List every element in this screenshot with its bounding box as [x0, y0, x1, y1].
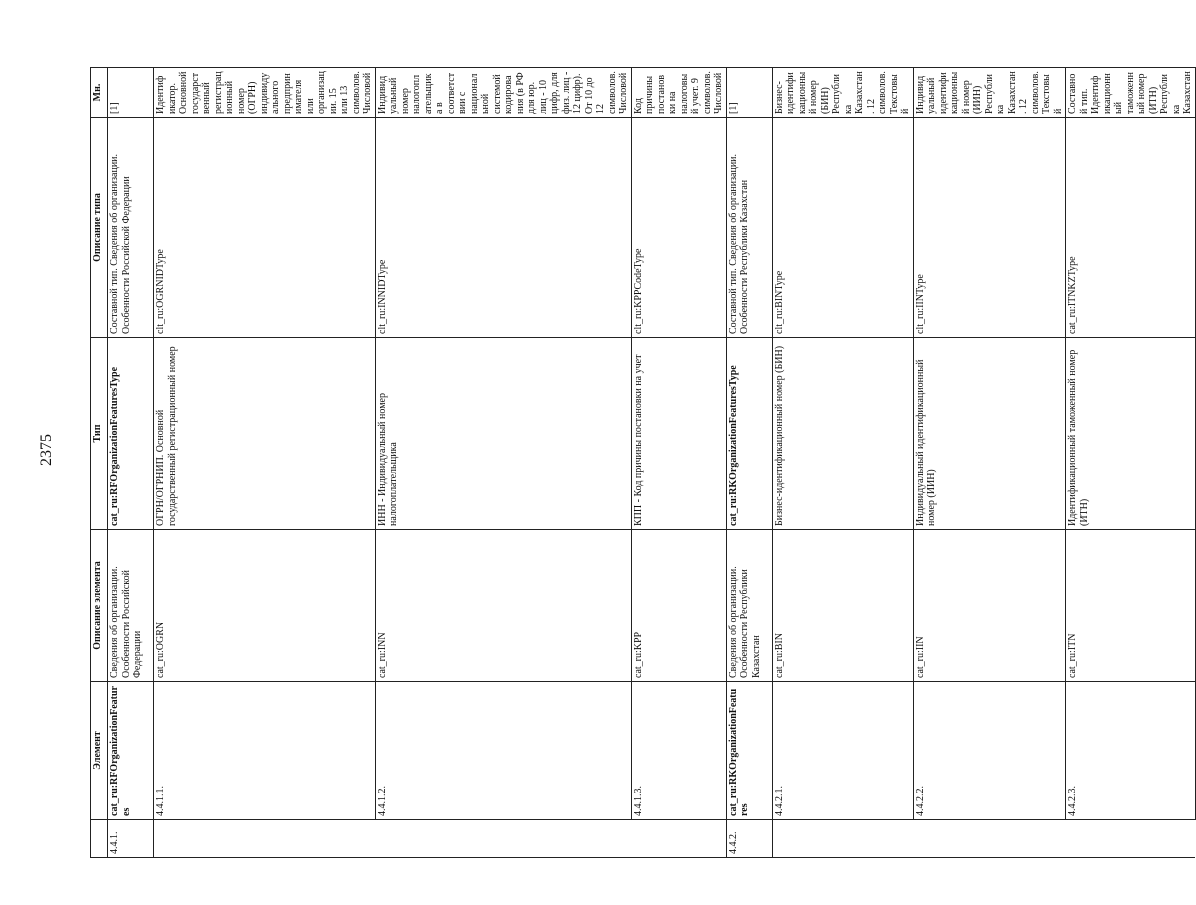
- table-row: [108, 68, 154, 858]
- table-row: [726, 68, 772, 858]
- row-type-description: Код причины постановки на налоговый учет. 9 символов. Числовой: [631, 68, 726, 118]
- row-element-description: Бизнес-идентификационный номер (БИН): [772, 338, 913, 530]
- row-type-description: Составной тип. Сведения об организации. Особенности Российской Федерации: [108, 118, 154, 338]
- row-type-description: Индивидуальный номер налогоплательщика в соответствии с национальной системой кодирования (в РФ для юр. лиц - 10 цифр, для физ. лиц - 12 цифр). От 10 до 12 символов. Числовой: [375, 68, 631, 118]
- row-element-description: Сведения об организации. Особенности Российской Федерации: [108, 530, 154, 682]
- row-element: cat_ru:KPP: [631, 530, 726, 682]
- row-element-description: Сведения об организации. Особенности Республики Казахстан: [726, 530, 772, 682]
- row-element-description: Индивидуальный идентификационный номер (ИИН): [913, 338, 1066, 530]
- header-number: [91, 820, 108, 858]
- row-element-description: КПП - Код причины постановки на учет: [631, 338, 726, 530]
- row-type: clt_ru:KPPCodeType: [631, 118, 726, 338]
- row-number: 4.4.2.1.: [772, 682, 913, 820]
- row-type: cat_ru:RFOrganizationFeaturesType: [108, 338, 154, 530]
- row-type-description: Идентификатор. Основной государственный регистрационный номер (ОГРН) индивидуального предпринимателя или организации. 15 или 13 символов. Числовой: [154, 68, 376, 118]
- row-type-description: Бизнес-идентификационный номер (БИН) Республика Казахстан. 12 символов. Текстовый: [772, 68, 913, 118]
- row-indent-spacer: [1066, 820, 1196, 858]
- row-element-description: ИНН - Индивидуальный номер налогоплательщика: [375, 338, 631, 530]
- row-element-description: Идентификационный таможенный номер (ИТН): [1066, 338, 1196, 530]
- row-type: clt_ru:BINType: [772, 118, 913, 338]
- row-number: 4.4.1.3.: [631, 682, 726, 820]
- header-multiplicity: Мн.: [91, 68, 108, 118]
- row-element-description: ОГРН/ОГРНИП. Основной государственный регистрационный номер: [154, 338, 376, 530]
- row-number: 4.4.1.: [108, 820, 154, 858]
- row-element: cat_ru:ITN: [1066, 530, 1196, 682]
- row-type: clt_ru:IINType: [913, 118, 1066, 338]
- row-number: 4.4.2.2.: [913, 682, 1066, 820]
- row-indent-spacer: [772, 820, 913, 858]
- specification-table: [90, 67, 1196, 858]
- row-number: 4.4.1.2.: [375, 682, 631, 820]
- row-indent-spacer: [913, 820, 1066, 858]
- row-element: cat_ru:BIN: [772, 530, 913, 682]
- table-row: [913, 68, 1066, 858]
- row-number: 4.4.2.3.: [1066, 682, 1196, 820]
- row-indent-spacer: [154, 820, 376, 858]
- row-type: cat_ru:ITNKZType: [1066, 118, 1196, 338]
- table-row: [1066, 68, 1196, 858]
- table-row: [375, 68, 631, 858]
- row-element: cat_ru:IIN: [913, 530, 1066, 682]
- header-type-description: Описание типа: [91, 118, 108, 338]
- row-type-description: Составной тип. Идентификационный таможенный номер (ИТН) Республика Казахстан: [1066, 68, 1196, 118]
- row-multiplicity: [1]: [726, 68, 772, 118]
- row-type-description: Составной тип. Сведения об организации. Особенности Республики Казахстан: [726, 118, 772, 338]
- table-header-row: [91, 68, 108, 858]
- row-indent-spacer: [375, 820, 631, 858]
- row-type: clt_ru:OGRNIDType: [154, 118, 376, 338]
- specification-table-container: [90, 68, 1193, 858]
- header-type: Тип: [91, 338, 108, 530]
- row-indent-spacer: [631, 820, 726, 858]
- row-number: 4.4.1.1.: [154, 682, 376, 820]
- table-row: [631, 68, 726, 858]
- header-element: Элемент: [91, 682, 108, 820]
- row-element: cat_ru:RFOrganizationFeatures: [108, 682, 154, 820]
- row-multiplicity: [1]: [108, 68, 154, 118]
- row-element: cat_ru:OGRN: [154, 530, 376, 682]
- row-element: cat_ru:RKOrganizationFeatures: [726, 682, 772, 820]
- table-row: [772, 68, 913, 858]
- row-type-description: Индивидуальный идентификационный номер (ИИН) Республика Казахстан. 12 символов. Текстовый: [913, 68, 1066, 118]
- header-element-description: Описание элемента: [91, 530, 108, 682]
- row-type: cat_ru:RKOrganizationFeaturesType: [726, 338, 772, 530]
- row-type: clt_ru:INNIDType: [375, 118, 631, 338]
- table-row: [154, 68, 376, 858]
- page-number: 2375: [38, 434, 55, 466]
- row-element: cat_ru:INN: [375, 530, 631, 682]
- row-number: 4.4.2.: [726, 820, 772, 858]
